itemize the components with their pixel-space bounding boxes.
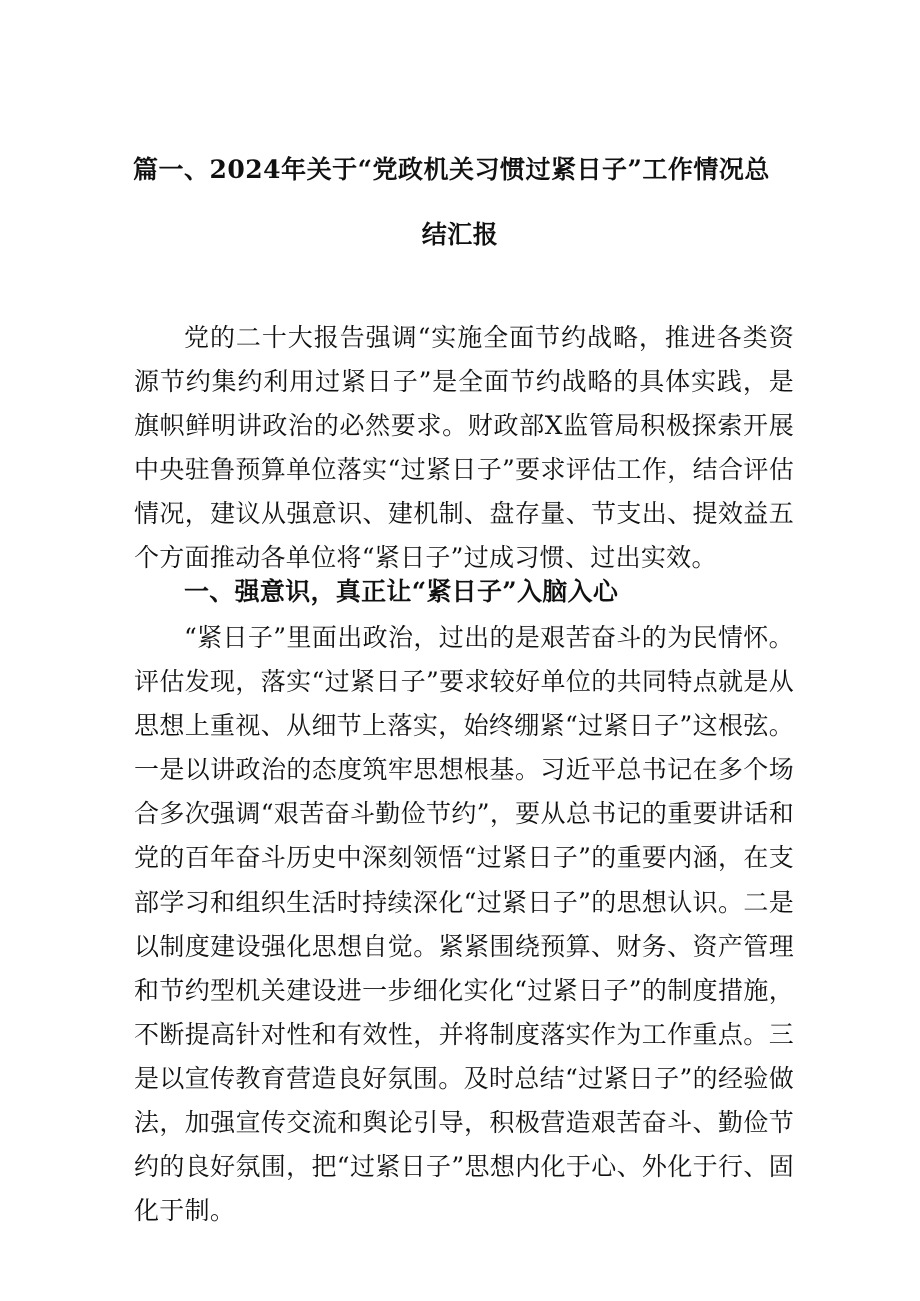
section-heading-1: 一、强意识，真正让“紧日子”入脑入心 (184, 577, 619, 606)
section-1-paragraph: “紧日子”里面出政治，过出的是艰苦奋斗的为民情怀。评估发现，落实“过紧日子”要求较好单位的共同特点就是从思想上重视、从细节上落实，始终绷紧“过紧日子”这根弦。一是以讲政治的态度筑牢思想根基。习近平总书记在多个场合多次强调“艰苦奋斗勤俭节约”，要从总书记的重要讲话和党的百年奋斗历史中深刻领悟“过紧日子”的重要内涵，在支部学习和组织生活时持续深化“过紧日子”的思想认识。二是以制度建设强化思想自觉。紧紧围绕预算、财务、资产管理和节约型机关建设进一步细化实化“过紧日子”的制度措施，不断提高针对性和有效性，并将制度落实作为工作重点。三是以宣传教育营造良好氛围。及时总结“过紧日子”的经验做法，加强宣传交流和舆论引导，积极营造艰苦奋斗、勤俭节约的良好氛围，把“过紧日子”思想内化于心、外化于行、固化于制。 (134, 623, 794, 1226)
document-title-line-2: 结汇报 (421, 220, 499, 249)
intro-paragraph: 党的二十大报告强调“实施全面节约战略，推进各类资源节约集约利用过紧日子”是全面节约战略的具体实践，是旗帜鲜明讲政治的必然要求。财政部X监管局积极探索开展中央驻鲁预算单位落实“过紧日子”要求评估工作，结合评估情况，建议从强意识、建机制、盘存量、节支出、提效益五个方面推动各单位将“紧日子”过成习惯、过出实效。 (134, 323, 794, 573)
document-title-line-1: 篇一、2024年关于“党政机关习惯过紧日子”工作情况总 (133, 155, 770, 184)
